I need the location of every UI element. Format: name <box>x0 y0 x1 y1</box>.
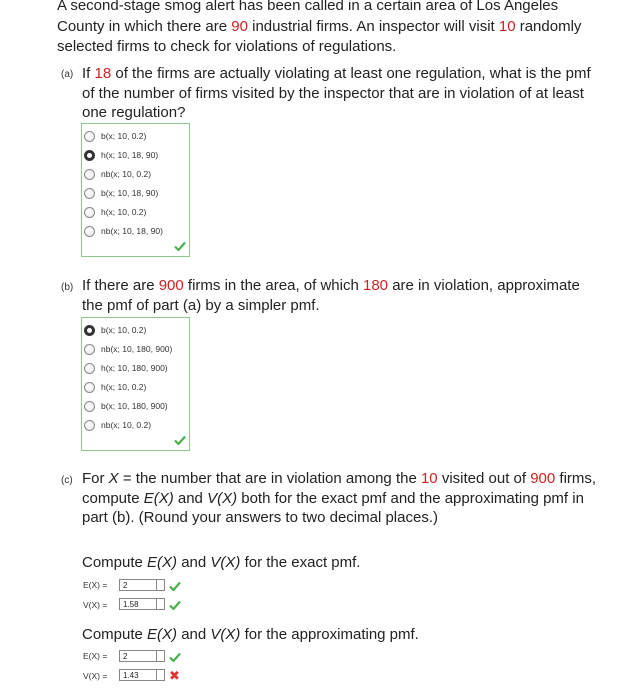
part-b-question <box>82 276 602 315</box>
heading-text: and <box>177 626 211 643</box>
option-row[interactable] <box>84 127 146 145</box>
option-row[interactable] <box>84 397 168 415</box>
green-check-icon <box>169 652 181 662</box>
input-divider <box>156 651 157 661</box>
part-c-label: (c) <box>61 475 73 486</box>
option-label: b(x; 10, 0.2) <box>101 131 147 141</box>
option-row[interactable] <box>84 378 146 396</box>
option-label: nb(x; 10, 180, 900) <box>101 344 173 354</box>
option-row[interactable] <box>84 165 151 183</box>
approx-e-label: E(X) = <box>83 651 108 661</box>
green-check-icon <box>169 581 181 591</box>
part-a-options <box>81 123 190 257</box>
input-value: 1.43 <box>123 671 139 680</box>
question-text: = the number that are in violation among the <box>118 470 421 487</box>
part-a-question <box>82 64 602 123</box>
radio-button[interactable] <box>84 188 95 199</box>
option-label: b(x; 10, 180, 900) <box>101 401 168 411</box>
option-row[interactable] <box>84 222 163 240</box>
input-value: 2 <box>123 581 128 590</box>
radio-button[interactable] <box>84 226 95 237</box>
radio-button-selected[interactable] <box>84 325 95 336</box>
option-row[interactable] <box>84 321 146 339</box>
option-label: b(x; 10, 18, 90) <box>101 188 159 198</box>
question-text: both for the exact pmf and the approximating pmf in part (b). (Round your answers to two decimal places.) <box>82 489 584 526</box>
question-text: visited out of <box>437 470 531 487</box>
option-label: h(x; 10, 180, 900) <box>101 363 168 373</box>
option-label: b(x; 10, 0.2) <box>101 325 147 335</box>
intro-text: A second-stage smog alert has been called in a certain area of Los Angeles County in which there are <box>57 0 559 35</box>
option-row[interactable] <box>84 340 172 358</box>
variance-symbol: V(X) <box>210 626 241 643</box>
question-text: If <box>82 65 95 82</box>
visited-count: 10 <box>420 470 438 487</box>
approx-v-label: V(X) = <box>83 671 108 681</box>
question-text: are in violation, approximate the pmf of part (a) by a simpler pmf. <box>82 277 580 314</box>
violating-firms: 180 <box>363 277 389 294</box>
question-text: and <box>173 489 208 507</box>
heading-text: for the approximating pmf. <box>240 626 419 643</box>
approx-v-input[interactable] <box>119 669 165 681</box>
exact-v-label: V(X) = <box>83 600 108 610</box>
input-divider <box>156 670 157 680</box>
question-text: If there are <box>82 277 159 294</box>
expectation-symbol: E(X) <box>143 489 174 507</box>
option-row[interactable] <box>84 146 158 164</box>
option-label: nb(x; 10, 0.2) <box>101 169 152 179</box>
question-text: For <box>82 470 109 487</box>
total-firms: 900 <box>530 470 556 487</box>
option-row[interactable] <box>84 203 146 221</box>
approx-e-input[interactable] <box>119 650 165 662</box>
radio-button[interactable] <box>84 344 95 355</box>
question-text: of the firms are actually violating at least one regulation, what is the pmf of the number of firms visited by the inspector that are in violation of at least one regulation? <box>82 65 591 121</box>
option-row[interactable] <box>84 359 168 377</box>
exact-e-input[interactable] <box>119 579 165 591</box>
radio-button[interactable] <box>84 131 95 142</box>
green-check-icon <box>169 600 181 610</box>
variance-symbol: V(X) <box>210 554 241 571</box>
exact-pmf-heading <box>82 554 360 571</box>
part-c-question <box>82 469 602 528</box>
total-firms: 900 <box>158 277 184 294</box>
radio-button[interactable] <box>84 382 95 393</box>
input-divider <box>156 580 157 590</box>
exact-e-label: E(X) = <box>83 580 108 590</box>
input-value: 1.58 <box>123 600 139 609</box>
green-check-icon <box>174 241 186 251</box>
part-b-label: (b) <box>61 282 74 293</box>
intro-firm-count: 90 <box>231 17 248 35</box>
question-text: firms in the area, of which <box>183 277 363 294</box>
option-label: h(x; 10, 18, 90) <box>101 150 159 160</box>
radio-button[interactable] <box>84 401 95 412</box>
option-label: h(x; 10, 0.2) <box>101 382 147 392</box>
intro-text: randomly selected firms to check for violations of regulations. <box>57 17 582 55</box>
radio-button[interactable] <box>84 169 95 180</box>
intro-text: industrial firms. An inspector will visit <box>247 17 499 35</box>
radio-button[interactable] <box>84 363 95 374</box>
option-row[interactable] <box>84 184 158 202</box>
heading-text: and <box>177 554 211 571</box>
option-row[interactable] <box>84 416 151 434</box>
option-label: nb(x; 10, 18, 90) <box>101 226 163 236</box>
heading-text: for the exact pmf. <box>240 554 361 571</box>
option-label: nb(x; 10, 0.2) <box>101 420 152 430</box>
intro-visit-count: 10 <box>498 17 516 35</box>
variance-symbol: V(X) <box>207 489 238 507</box>
heading-text: Compute <box>82 626 148 643</box>
part-b-options <box>81 317 190 451</box>
part-a-label: (a) <box>61 69 74 80</box>
heading-text: Compute <box>82 554 148 571</box>
exact-v-input[interactable] <box>119 598 165 610</box>
expectation-symbol: E(X) <box>147 554 178 571</box>
expectation-symbol: E(X) <box>147 626 178 643</box>
variable-x: X <box>108 470 119 487</box>
radio-button[interactable] <box>84 420 95 431</box>
option-label: h(x; 10, 0.2) <box>101 207 147 217</box>
violating-count: 18 <box>94 65 112 82</box>
question-text: firms, compute <box>82 470 597 507</box>
radio-button-selected[interactable] <box>84 150 95 161</box>
approx-pmf-heading <box>82 626 419 643</box>
intro-paragraph <box>57 0 602 58</box>
red-x-icon: ✖ <box>169 668 180 683</box>
radio-button[interactable] <box>84 207 95 218</box>
green-check-icon <box>174 435 186 445</box>
input-value: 2 <box>123 652 128 661</box>
input-divider <box>156 599 157 609</box>
